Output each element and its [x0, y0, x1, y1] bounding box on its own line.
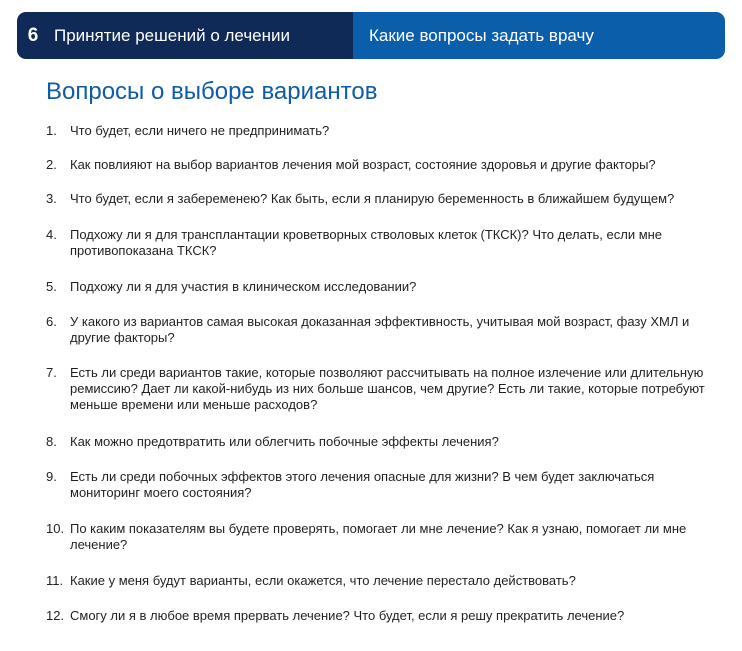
question-item: [46, 608, 706, 624]
question-item: [46, 521, 706, 553]
question-item: [46, 191, 706, 207]
question-number: 5.: [46, 279, 57, 294]
question-item: [46, 573, 706, 589]
question-item: [46, 123, 706, 139]
question-text: Подхожу ли я для трансплантации кроветворных стволовых клеток (ТКСК)? Что делать, если мне противопоказана ТКСК?: [70, 227, 663, 258]
section-title: Какие вопросы задать врачу: [369, 25, 594, 45]
question-number: 8.: [46, 434, 57, 449]
question-text: У какого из вариантов самая высокая доказанная эффективность, учитывая мой возраст, фазу ХМЛ и другие факторы?: [70, 314, 690, 345]
chapter-header-left: [17, 12, 353, 59]
question-item: [46, 157, 706, 173]
question-number: 2.: [46, 157, 57, 172]
question-text: Что будет, если я забеременею? Как быть, если я планирую беременность в ближайшем будущем?: [70, 191, 675, 206]
question-item: [46, 227, 706, 259]
chapter-header: [17, 12, 725, 59]
chapter-number: 6: [27, 24, 39, 46]
question-text: Есть ли среди побочных эффектов этого лечения опасные для жизни? В чем будет заключаться мониторинг моего состояния?: [70, 469, 655, 500]
question-item: [46, 469, 706, 501]
chapter-title: Принятие решений о лечении: [54, 25, 291, 45]
question-text: Как повлияют на выбор вариантов лечения мой возраст, состояние здоровья и другие факторы?: [70, 157, 656, 172]
question-text: По каким показателям вы будете проверять, помогает ли мне лечение? Как я узнаю, помогает ли мне лечение?: [70, 521, 687, 552]
question-number: 11.: [46, 573, 64, 588]
section-header-right: [353, 12, 725, 59]
question-text: Подхожу ли я для участия в клиническом исследовании?: [70, 279, 417, 294]
question-number: 4.: [46, 227, 57, 242]
question-text: Смогу ли я в любое время прервать лечение? Что будет, если я решу прекратить лечение?: [70, 608, 625, 623]
question-number: 9.: [46, 469, 57, 484]
question-number: 6.: [46, 314, 57, 329]
question-item: [46, 365, 706, 413]
question-text: Какие у меня будут варианты, если окажется, что лечение перестало действовать?: [70, 573, 576, 588]
question-item: [46, 434, 706, 450]
question-number: 1.: [46, 123, 57, 138]
question-text: Как можно предотвратить или облегчить побочные эффекты лечения?: [70, 434, 499, 449]
question-item: [46, 314, 706, 346]
question-number: 3.: [46, 191, 57, 206]
question-number: 10.: [46, 521, 65, 536]
question-text: Что будет, если ничего не предпринимать?: [70, 123, 330, 138]
question-text: Есть ли среди вариантов такие, которые позволяют рассчитывать на полное излечение или длительную ремиссию? Дает ли какой-нибудь из них больше шансов, чем другие? Есть ли такие, которые потребуют меньше времени или меньше расходов?: [70, 365, 705, 412]
page-title: Вопросы о выборе вариантов: [46, 78, 378, 105]
question-number: 7.: [46, 365, 57, 380]
question-number: 12.: [46, 608, 65, 623]
question-item: [46, 279, 706, 295]
